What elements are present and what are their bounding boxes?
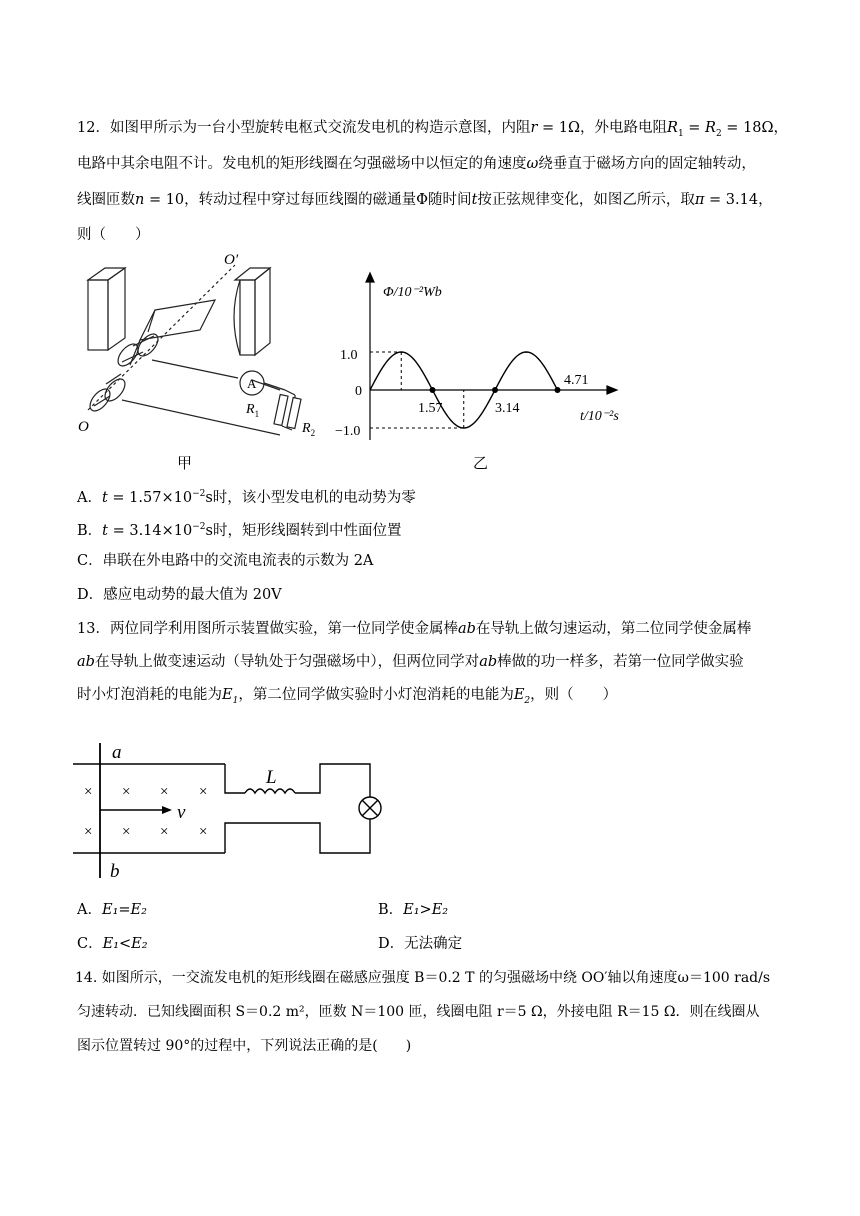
field-cross: × [122, 824, 131, 840]
x-tick-471: 4.71 [564, 373, 589, 388]
zero-crossing-point [555, 387, 561, 393]
zero-crossing-point [430, 387, 436, 393]
label-R1: $R_1$ [246, 402, 260, 419]
q13-line-3: 时小灯泡消耗的电能为$E_1$，第二位同学做实验时小灯泡消耗的电能为$E_2$，则（ ） [77, 687, 618, 706]
rail-circuit-diagram [70, 738, 390, 883]
q13-option-c: C．E₁<E₂ [77, 936, 148, 952]
generator-diagram [70, 250, 340, 445]
x-tick-157: 1.57 [418, 401, 443, 416]
caption-jia: 甲 [177, 454, 193, 472]
tick-minus-1: −1.0 [335, 424, 361, 439]
label-v: v [177, 802, 186, 823]
chart-ylabel: Φ/10⁻²Wb [383, 285, 442, 300]
label-a: a [112, 742, 122, 763]
q14-line-3: 图示位置转过 90°的过程中，下列说法正确的是( ) [77, 1038, 412, 1054]
label-R2: $R_2$ [302, 421, 316, 438]
x-axis-arrow [607, 386, 617, 394]
x-tick-314: 3.14 [495, 401, 520, 416]
label-O-prime: O′ [224, 252, 239, 268]
zero-crossing-point [492, 387, 498, 393]
q12-option-d: D．感应电动势的最大值为 20V [77, 587, 282, 603]
q12-option-b: B．$t = 3.14\times 10^{-2}s$时，矩形线圈转到中性面位置 [77, 522, 402, 539]
q13-option-a: A．E₁=E₂ [77, 902, 147, 918]
caption-yi: 乙 [473, 454, 489, 472]
velocity-arrow [162, 806, 172, 814]
tick-0: 0 [355, 384, 362, 399]
flux-chart [335, 270, 635, 455]
field-cross: × [84, 784, 93, 800]
q14-line-1: 14. 如图所示，一交流发电机的矩形线圈在磁感应强度 B＝0.2 T 的匀强磁场中绕 OO′轴以角速度ω＝100 rad/s [75, 970, 771, 986]
label-L: L [266, 767, 277, 788]
q12-option-c: C．串联在外电路中的交流电流表的示数为 2A [77, 553, 374, 569]
q12-line-4: 则（ ） [77, 227, 150, 243]
field-cross: × [199, 784, 208, 800]
field-cross: × [199, 824, 208, 840]
q12-line-3: 线圈匝数n = 10，转动过程中穿过每匝线圈的磁通量Φ随时间t按正弦规律变化，如图乙所示，取π = 3.14， [77, 192, 773, 208]
q12-option-a: A．$t = 1.57\times 10^{-2}s$时，该小型发电机的电动势为零 [77, 489, 416, 506]
q13-line-2: ab在导轨上做变速运动（导轨处于匀强磁场中），但两位同学对ab棒做的功一样多，若第一位同学做实验 [77, 654, 744, 670]
q13-option-b: B．E₁>E₂ [378, 902, 449, 918]
q12-line-1: 12．如图甲所示为一台小型旋转电枢式交流发电机的构造示意图，内阻r = 1Ω，外电路电阻$R_1 = R_2 = 18\Omega$， [77, 120, 789, 139]
tick-1: 1.0 [340, 348, 358, 363]
q12-line-2: 电路中其余电阻不计。发电机的矩形线圈在匀强磁场中以恒定的角速度ω绕垂直于磁场方向的固定轴转动， [77, 156, 756, 172]
field-cross: × [84, 824, 93, 840]
field-cross: × [122, 784, 131, 800]
label-b: b [110, 861, 120, 882]
q14-line-2: 匀速转动．已知线圈面积 S＝0.2 m²，匝数 N＝100 匝，线圈电阻 r＝5 Ω，外接电阻 R＝15 Ω．则在线圈从 [77, 1004, 760, 1020]
field-cross: × [160, 784, 169, 800]
field-cross: × [160, 824, 169, 840]
label-O: O [78, 419, 89, 435]
chart-xlabel: t/10⁻²s [580, 409, 619, 424]
q13-line-1: 13．两位同学利用图所示装置做实验，第一位同学使金属棒ab在导轨上做匀速运动，第二位同学使金属棒 [77, 621, 752, 637]
q13-option-d: D．无法确定 [378, 936, 463, 952]
ammeter-label: A [247, 376, 257, 391]
y-axis-arrow [366, 273, 374, 282]
